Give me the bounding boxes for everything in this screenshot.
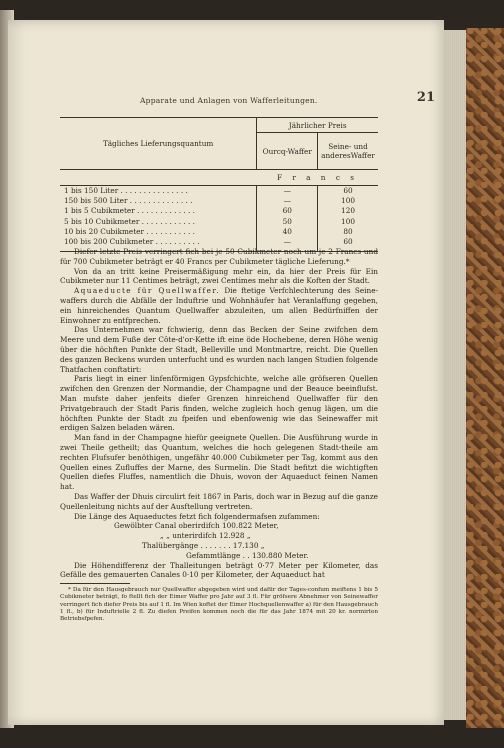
table-row — [60, 196, 378, 206]
row-quantity: 5 bis 10 Cubikmeter . . . . . . . . . . . . — [64, 216, 195, 226]
row-seine-price: 100 — [318, 196, 378, 206]
row-quantity: 10 bis 20 Cubikmeter . . . . . . . . . . . — [64, 226, 195, 236]
page-stack-edge — [444, 30, 466, 720]
paragraph: Die Höhendifferenz der Thalleitungen beträgt 0·77 Meter per Kilometer, das Gefälle des gemauerten Canales 0·10 per Kilometer, der Aquaeduct hat — [60, 560, 378, 580]
table-row — [60, 217, 378, 227]
quantity-column-header: Tägliches Lieferungsquantum — [60, 118, 257, 170]
row-ourcq-price: — — [257, 196, 318, 206]
length-line: Gewölbter Canal oberirdifch 100.822 Meter, — [114, 521, 279, 531]
currency-unit-label: F r a n c s — [257, 170, 378, 186]
row-seine-price: 60 — [318, 237, 378, 247]
length-line: „ „ unterirdifch 12.928 „ — [160, 531, 251, 541]
paragraph: Diefer letzte Preis verringert fich bei je 50 Cubikmeter noch um je 2 Francs und für 700 Cubikmeter beträgt er 40 Francs per Cubikmeter tägliche Lieferung.* — [60, 247, 378, 266]
table-row — [60, 237, 378, 247]
paragraph: Die Länge des Aquaeductes fetzt fich folgendermafsen zufammen: — [74, 511, 320, 521]
paragraph: Von da an tritt keine Preisermäßigung mehr ein, da hier der Preis für Ein Cubikmeter nur 11 Centimes beträgt, zwei Centimes mehr als die Koften der Stadt. — [60, 266, 378, 286]
table-row — [60, 206, 378, 216]
running-title: Apparate und Anlagen von Wafferleitungen. — [140, 96, 318, 105]
footnote-text: * Da für den Hausgebrauch nur Quellwaffer abgegeben wird und dafür der Tages-confum meiftens 1 bis 5 Cubikmeter beträgt, fo ftellt fich der Eimer Waffer pro Jahr auf 3 fl. Für gröfsere Abnehmer von Seinewaffer verringert fich diefer Preis bis auf 1 fl. Im Wien koftet der Eimer Hochquellenwaffer a) für den Hausgebrauch 1 fl., b) für Induftrielle 2 fl. Zu diefen Preifen kommen noch die für das Jahr 1874 mit 20 kr. normirten Betriebsfpefen. — [60, 587, 378, 623]
length-total-line: Gefammtlänge . . 130.880 Meter. — [186, 550, 309, 560]
running-header — [110, 90, 435, 108]
row-quantity: 150 bis 500 Liter . . . . . . . . . . . . . . — [64, 196, 193, 206]
length-line: Thalübergänge . . . . . . . 17.130 „ — [142, 540, 265, 550]
table-row — [60, 186, 378, 197]
seine-column-header — [318, 133, 378, 170]
row-seine-price: 120 — [318, 206, 378, 216]
row-ourcq-price: 60 — [257, 206, 318, 216]
table-row — [60, 227, 378, 237]
row-quantity: 1 bis 5 Cubikmeter . . . . . . . . . . . . . — [64, 206, 195, 216]
section-heading-inline: Aquaeducte für Quellwaffer. — [74, 286, 221, 296]
row-ourcq-price: — — [257, 237, 318, 247]
row-seine-price: 80 — [318, 227, 378, 237]
row-ourcq-price: — — [257, 186, 318, 197]
paragraph-aquaeducte — [60, 286, 378, 325]
paragraph: Paris liegt in einer linfenförmigen Gypsfchichte, welche alle gröfseren Quellen zwifchen den Grenzen der Normandie, der Champagne und der Beauce beeinflufst. Man mufste daher jenfeits diefer Grenzen hinreichend Quellwaffer für den Privatgebrauch der Stadt Paris finden, welche zugleich hoch genug lägen, um die höchften Punkte der Stadt zu fpeifen und ebenfowenig wie das Seinewaffer mit erdigen Salzen beladen wären. — [60, 374, 378, 433]
row-quantity: 100 bis 200 Cubikmeter . . . . . . . . . . — [64, 237, 200, 247]
unit-row-blank — [60, 170, 257, 186]
body-text — [60, 247, 378, 580]
price-table — [60, 117, 378, 247]
row-seine-price: 60 — [318, 186, 378, 197]
paragraph: Das Waffer der Dhuis circulirt feit 1867 in Paris, doch war in Bezug auf die ganze Quellenleitung nichts auf der Ausftellung vertreten. — [60, 491, 378, 511]
paragraph: Das Unternehmen war fchwierig, denn das Becken der Seine zwifchen dem Meere und dem Fuße der Côte-d'or-Kette ift eine öde Hochebene, deren Höhe wenig über die höchften Punkte der Stadt, Belleville und Montmartre, reicht. Die Quellen des ganzen Beckens wurden unterfucht und es wurden nach langen Studien folgende Thatfachen conftatirt: — [60, 325, 378, 374]
row-seine-price: 100 — [318, 217, 378, 227]
paragraph: Man fand in der Champagne hiefür geeignete Quellen. Die Ausführung wurde in zwei Theile getheilt; das Quantum, welches die hoch gelegenen Stadt-theile am rechten Flufsufer benöthigen, ungefähr 40.000 Cubikmeter per Tag, kommt aus den Quellen eines Zufluffes der Marne, des Surmelin. Die Stadt befitzt die wichtigften Quellen diefes Fluffes, namentlich die Dhuis, wovon der Aquaeduct feinen Namen hat. — [60, 433, 378, 492]
footnote-rule — [60, 583, 130, 584]
paragraph-text: Die ftetige Verfchlechterung des Seine-waffers durch die Abfälle der Induftrie und Wohnhäufer hat Veranlaffung gegeben, ein hinreichendes Quantum Quellwaffer abzuleiten, um allen Bedürfniffen der Einwohner zu entfprechen. — [60, 286, 378, 325]
row-ourcq-price: 40 — [257, 227, 318, 237]
ourcq-column-header: Ourcq-Waffer — [257, 133, 318, 170]
marbled-cover — [466, 28, 504, 728]
page-number: 21 — [416, 90, 435, 105]
seine-header-line1: Seine- und — [328, 142, 368, 151]
row-quantity: 1 bis 150 Liter . . . . . . . . . . . . . . . — [64, 186, 188, 195]
annual-price-header: Jährlicher Preis — [257, 118, 378, 133]
row-ourcq-price: 50 — [257, 217, 318, 227]
seine-header-line2: anderesWaffer — [321, 151, 375, 160]
footnote — [60, 587, 378, 623]
